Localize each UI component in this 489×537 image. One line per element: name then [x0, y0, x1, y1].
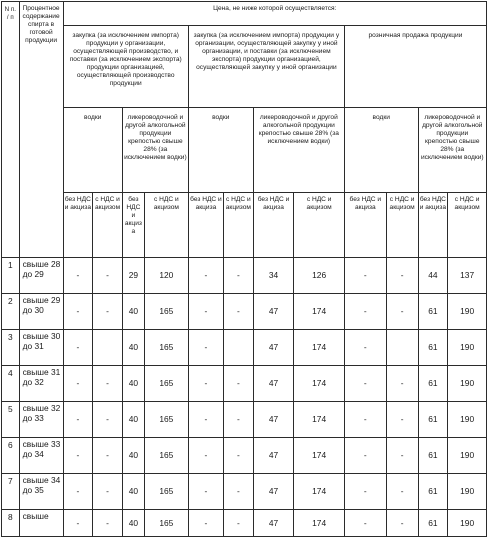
row-number: 2: [2, 294, 20, 330]
price-cell: 40: [122, 438, 144, 474]
row-number: 4: [2, 366, 20, 402]
price-cell: -: [63, 510, 93, 537]
price-cell: 61: [418, 366, 448, 402]
price-cell: 120: [144, 258, 188, 294]
price-cell: -: [188, 330, 223, 366]
price-cell: 44: [418, 258, 448, 294]
price-cell: 165: [144, 330, 188, 366]
header-group-reseller: закупка (за исключением импорта) продукции у организации, осуществляющей закупку у иной организации, и поставки (за исключением экспорта) продукции организацией, осуществляющей закупку у иной организации: [188, 26, 344, 108]
price-cell: -: [344, 474, 386, 510]
price-cell: 190: [448, 366, 487, 402]
header-group-retail: розничная продажа продукции: [344, 26, 486, 108]
price-cell: -: [63, 330, 93, 366]
tax-header-with: с НДС и акцизом: [144, 193, 188, 258]
row-number: 7: [2, 474, 20, 510]
table-row: [2, 438, 487, 474]
row-strength-range: свыше 28 до 29: [19, 258, 63, 294]
price-cell: 190: [448, 474, 487, 510]
tax-header-without: без НДС и акциза: [188, 193, 223, 258]
price-cell: -: [93, 474, 123, 510]
price-cell: 126: [294, 258, 345, 294]
price-cell: -: [386, 402, 418, 438]
price-cell: -: [386, 474, 418, 510]
price-cell: 40: [122, 294, 144, 330]
price-cell: -: [224, 438, 254, 474]
header-percent-column: Процентное содержание спирта в готовой продукции: [19, 2, 63, 258]
table-row: [2, 330, 487, 366]
price-cell: -: [93, 366, 123, 402]
price-cell: -: [224, 258, 254, 294]
price-cell: 137: [448, 258, 487, 294]
tax-header-with: с НДС и акцизом: [93, 193, 123, 258]
price-cell: 174: [294, 438, 345, 474]
tax-header-with: с НДС и акцизом: [224, 193, 254, 258]
price-cell: -: [224, 474, 254, 510]
row-strength-range: свыше 34 до 35: [19, 474, 63, 510]
row-number: 3: [2, 330, 20, 366]
subheader-liqueur-reseller: ликероводочной и другой алкогольной продукции крепостью свыше 28% (за исключением водки): [253, 108, 344, 193]
row-strength-range: свыше 29 до 30: [19, 294, 63, 330]
price-cell: -: [344, 294, 386, 330]
price-cell: -: [63, 258, 93, 294]
price-cell: 165: [144, 294, 188, 330]
price-cell: 47: [253, 510, 294, 537]
row-strength-range: свыше 30 до 31: [19, 330, 63, 366]
price-cell: -: [188, 510, 223, 537]
price-cell: 47: [253, 294, 294, 330]
tax-header-without: без НДС и акциза: [122, 193, 144, 258]
header-number-column: N п. / п: [2, 2, 20, 258]
price-cell: 40: [122, 330, 144, 366]
header-price-title: Цена, не ниже которой осуществляется:: [63, 2, 486, 26]
table-row: [2, 474, 487, 510]
price-cell: 174: [294, 510, 345, 537]
price-cell: 61: [418, 402, 448, 438]
price-cell: -: [386, 438, 418, 474]
price-cell: 174: [294, 330, 345, 366]
header-group-producer: закупка (за исключением импорта) продукции у организации, осуществляющей производство, и поставки (за исключением экспорта) продукции организацией, осуществляющей производство продукции: [63, 26, 188, 108]
price-cell: -: [224, 366, 254, 402]
tax-header-without: без НДС и акциза: [418, 193, 448, 258]
subheader-liqueur-retail: ликероводочной и другой алкогольной продукции крепостью свыше 28% (за исключением водки): [418, 108, 486, 193]
price-cell: 190: [448, 510, 487, 537]
price-cell: [224, 330, 254, 366]
table-row: [2, 258, 487, 294]
tax-header-without: без НДС и акциза: [63, 193, 93, 258]
price-cell: -: [344, 402, 386, 438]
price-cell: 29: [122, 258, 144, 294]
price-cell: -: [63, 366, 93, 402]
row-number: 1: [2, 258, 20, 294]
price-cell: -: [188, 474, 223, 510]
price-cell: -: [344, 366, 386, 402]
price-cell: 47: [253, 402, 294, 438]
price-cell: 61: [418, 330, 448, 366]
price-cell: -: [188, 438, 223, 474]
price-cell: -: [224, 510, 254, 537]
price-table: [1, 1, 487, 537]
price-cell: 47: [253, 366, 294, 402]
subheader-vodka-retail: водки: [344, 108, 418, 193]
price-cell: 165: [144, 366, 188, 402]
price-cell: 61: [418, 474, 448, 510]
price-cell: -: [224, 402, 254, 438]
price-cell: -: [63, 474, 93, 510]
price-cell: -: [386, 366, 418, 402]
price-cell: -: [224, 294, 254, 330]
price-cell: [386, 330, 418, 366]
price-cell: 190: [448, 438, 487, 474]
price-cell: 174: [294, 294, 345, 330]
price-cell: -: [93, 402, 123, 438]
price-cell: 61: [418, 438, 448, 474]
price-cell: -: [63, 438, 93, 474]
price-cell: 174: [294, 366, 345, 402]
row-number: 5: [2, 402, 20, 438]
price-cell: 165: [144, 510, 188, 537]
subheader-vodka-reseller: водки: [188, 108, 253, 193]
row-strength-range: свыше 31 до 32: [19, 366, 63, 402]
table-row: [2, 510, 487, 537]
price-cell: 190: [448, 330, 487, 366]
price-cell: -: [188, 402, 223, 438]
price-cell: [93, 330, 123, 366]
tax-header-with: с НДС и акцизом: [448, 193, 487, 258]
price-cell: 40: [122, 510, 144, 537]
price-cell: -: [344, 330, 386, 366]
price-cell: -: [344, 438, 386, 474]
row-strength-range: свыше 32 до 33: [19, 402, 63, 438]
row-number: 8: [2, 510, 20, 537]
price-cell: -: [93, 294, 123, 330]
price-cell: 40: [122, 474, 144, 510]
price-cell: 174: [294, 474, 345, 510]
price-cell: 190: [448, 402, 487, 438]
row-strength-range: свыше 33 до 34: [19, 438, 63, 474]
price-cell: 47: [253, 474, 294, 510]
table-row: [2, 402, 487, 438]
price-cell: -: [188, 366, 223, 402]
price-cell: 165: [144, 438, 188, 474]
price-cell: -: [344, 258, 386, 294]
subheader-liqueur-producer: ликероводочной и другой алкогольной продукции крепостью свыше 28% (за исключением водки): [122, 108, 188, 193]
row-number: 6: [2, 438, 20, 474]
row-strength-range: свыше: [19, 510, 63, 537]
price-cell: -: [188, 294, 223, 330]
price-cell: 174: [294, 402, 345, 438]
price-cell: 165: [144, 474, 188, 510]
price-cell: -: [93, 510, 123, 537]
tax-header-without: без НДС и акциза: [253, 193, 294, 258]
price-cell: -: [188, 258, 223, 294]
price-cell: -: [344, 510, 386, 537]
price-cell: 34: [253, 258, 294, 294]
price-cell: 47: [253, 330, 294, 366]
price-cell: -: [386, 258, 418, 294]
tax-header-without: без НДС и акциза: [344, 193, 386, 258]
price-cell: 40: [122, 366, 144, 402]
price-cell: -: [93, 438, 123, 474]
price-cell: 61: [418, 510, 448, 537]
price-cell: 61: [418, 294, 448, 330]
price-cell: 40: [122, 402, 144, 438]
table-row: [2, 294, 487, 330]
subheader-vodka-producer: водки: [63, 108, 122, 193]
price-cell: 47: [253, 438, 294, 474]
table-row: [2, 366, 487, 402]
tax-header-with: с НДС и акцизом: [386, 193, 418, 258]
price-cell: -: [63, 294, 93, 330]
price-cell: 190: [448, 294, 487, 330]
tax-header-with: с НДС и акцизом: [294, 193, 345, 258]
price-cell: 165: [144, 402, 188, 438]
price-cell: -: [63, 402, 93, 438]
price-cell: -: [386, 510, 418, 537]
price-cell: -: [93, 258, 123, 294]
price-cell: -: [386, 294, 418, 330]
